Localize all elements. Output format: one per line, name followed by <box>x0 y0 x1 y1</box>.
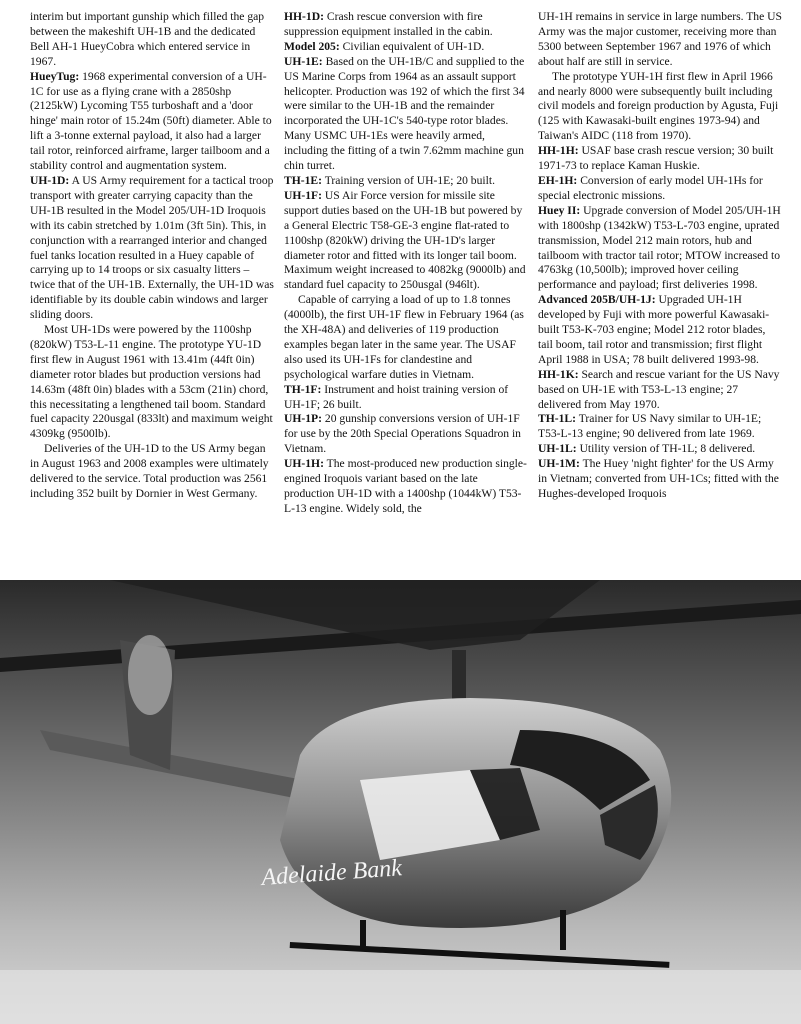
variant-term: TH-1L: <box>538 412 577 426</box>
paragraph-text: Utility version of TH-1L; 8 delivered. <box>579 442 756 456</box>
paragraph <box>284 174 529 189</box>
paragraph-text: Search and rescue variant for the US Navy based on UH-1E with T53-L-13 engine; 27 delivered from May 1970. <box>538 367 780 411</box>
variant-term: UH-1L: <box>538 442 577 456</box>
variant-term: Huey II: <box>538 203 581 217</box>
paragraph <box>538 368 783 413</box>
paragraph-text: A US Army requirement for a tactical troop transport with greater carrying capacity than the UH-1B resulted in the Model 205/UH-1D Iroquois with its cabin stretched by 1.01m (3ft 5in). This, in conjunction with a rearranged interior and changed fuel tanks location resulted in a Huey capable of carrying up to 14 troops or six casualty litters – twice that of the UH-1B. Externally, the UH-1D was identifiable by its double cabin windows and larger sliding doors. <box>30 173 274 322</box>
paragraph-text: Conversion of early model UH-1Hs for special electronic missions. <box>538 173 763 202</box>
tail-boom <box>40 730 330 805</box>
variant-term: Advanced 205B/UH-1J: <box>538 293 656 307</box>
paragraph <box>30 10 275 70</box>
paragraph-text: Most UH-1Ds were powered by the 1100shp (820kW) T53-L-11 engine. The prototype YU-1D first flew in August 1961 with 13.41m (44ft 0in) diameter rotor blades but production versions had 14.63m (48ft 0in) blades with a 53cm (21in) chord, this necessitating a lengthened tail boom. Standard fuel capacity 220usgal (833lt) and maximum weight 4309kg (9500lb). <box>30 323 273 441</box>
paragraph-text: Civilian equivalent of UH-1D. <box>342 39 485 53</box>
variant-term: HH-1H: <box>538 144 579 158</box>
variant-term: Model 205: <box>284 39 340 53</box>
paragraph <box>30 442 275 502</box>
paragraph-text: Capable of carrying a load of up to 1.8 tonnes (4000lb), the first UH-1F flew in February 1964 (as the XH-48A) and deliveries of 119 production examples began later in the same year. The USAF also used its UH-1Fs for clandestine and psychological warfare duties in Vietnam. <box>284 293 524 381</box>
paragraph <box>538 10 783 70</box>
paragraph-text: Upgraded UH-1H developed by Fuji with more powerful Kawasaki-built T53-K-703 engine; Model 212 rotor blades, tail boom, tail rotor and transmission; first flight April 1988 in USA; 78 built delivered 1993-98. <box>538 293 770 366</box>
paragraph <box>538 412 783 442</box>
paragraph-text: Deliveries of the UH-1D to the US Army began in August 1963 and 2008 examples were ultimately delivered to the service. Total production was 2561 including 352 built by Dornier in West Germany. <box>30 442 269 500</box>
paragraph <box>538 174 783 204</box>
paragraph <box>538 293 783 368</box>
text-column-1 <box>30 10 275 502</box>
livery-text: Adelaide Bank <box>260 855 403 891</box>
variant-term: UH-1H: <box>284 457 324 471</box>
paragraph <box>30 174 275 323</box>
tail-rotor <box>128 635 172 715</box>
skid-strut <box>360 920 366 946</box>
paragraph-text: The Huey 'night fighter' for the US Army in Vietnam; converted from UH-1Cs; fitted with the Hughes-developed Iroquois <box>538 457 779 500</box>
paragraph-text: Instrument and hoist training version of UH-1F; 26 built. <box>284 382 509 411</box>
paragraph <box>30 70 275 174</box>
skid-strut <box>560 910 566 950</box>
helicopter-illustration <box>0 580 801 1024</box>
paragraph-text: 1968 experimental conversion of a UH-1C for use as a flying crane with a 2850shp (2125kW) Lycoming T55 turboshaft and a 'door hinge' main rotor of 15.24m (50ft) diameter. Able to lift a 3-tonne external payload, it also had a larger tail rotor, reinforced airframe, larger tailboom and a stability control and augmentation system. <box>30 69 272 173</box>
paragraph <box>538 70 783 145</box>
paragraph <box>284 412 529 457</box>
paragraph <box>538 442 783 457</box>
text-column-2 <box>284 10 529 517</box>
paragraph-text: USAF base crash rescue version; 30 built 1971-73 to replace Kaman Huskie. <box>538 144 774 173</box>
paragraph <box>538 144 783 174</box>
variant-term: EH-1H: <box>538 173 578 187</box>
variant-term: TH-1E: <box>284 173 323 187</box>
paragraph <box>284 189 529 293</box>
paragraph <box>284 55 529 174</box>
paragraph-text: UH-1H remains in service in large numbers. The US Army was the major customer, receiving more than 5300 between September 1967 and 1976 of which about half are still in service. <box>538 10 782 68</box>
paragraph-text: The prototype YUH-1H first flew in April 1966 and nearly 8000 were subsequently built including civil models and foreign production by Agusta, Fuji (125 with Kawasaki-built engines 1973-94) and Taiwan's AIDC (118 from 1970). <box>538 69 779 143</box>
paragraph-text: Trainer for US Navy similar to UH-1E; T53-L-13 engine; 90 delivered from late 1969. <box>538 412 762 441</box>
variant-term: HH-1D: <box>284 10 324 23</box>
variant-term: UH-1D: <box>30 173 70 187</box>
paragraph-text: Based on the UH-1B/C and supplied to the US Marine Corps from 1964 as an assault support helicopter. Production was 192 of which the first 34 were similar to the UH-1B and the remainder incorporated the UH-1C's 540-type rotor blades. Many USMC UH-1Es were heavily armed, including the fitting of a twin 7.62mm machine gun chin turret. <box>284 54 525 173</box>
paragraph-text: 20 gunship conversions version of UH-1F for use by the 20th Special Operations Squadron in Vietnam. <box>284 412 521 456</box>
paragraph-text: interim but important gunship which filled the gap between the makeshift UH-1B and the dedicated Bell AH-1 HueyCobra which entered service in 1967. <box>30 10 265 68</box>
paragraph <box>284 383 529 413</box>
paragraph <box>284 457 529 517</box>
ground <box>0 970 801 1024</box>
paragraph <box>284 40 529 55</box>
landing-skid <box>290 942 670 968</box>
variant-term: HueyTug: <box>30 69 80 83</box>
variant-term: UH-1F: <box>284 188 322 202</box>
paragraph <box>284 293 529 382</box>
paragraph <box>30 323 275 442</box>
paragraph <box>538 204 783 293</box>
variant-term: TH-1F: <box>284 382 322 396</box>
paragraph <box>538 457 783 502</box>
paragraph-text: Crash rescue conversion with fire suppression equipment installed in the cabin. <box>284 10 493 38</box>
variant-term: HH-1K: <box>538 367 579 381</box>
paragraph <box>284 10 529 40</box>
paragraph-text: The most-produced new production single-engined Iroquois variant based on the late production UH-1D with a 1400shp (1044kW) T53-L-13 engine. Widely sold, the <box>284 457 527 515</box>
variant-term: UH-1E: <box>284 54 323 68</box>
paragraph-text: US Air Force version for missile site support duties based on the UH-1B but powered by a General Electric T58-GE-3 engine flat-rated to 1100shp (820kW) driving the UH-1D's larger diameter rotor and fitted with its longer tail boom. Maximum weight increased to 4082kg (9000lb) and standard fuel capacity to 250usgal (946lt). <box>284 188 526 292</box>
helicopter-photo <box>0 580 801 1024</box>
text-column-3 <box>538 10 783 502</box>
paragraph-text: Training version of UH-1E; 20 built. <box>324 173 495 187</box>
variant-term: UH-1P: <box>284 412 322 426</box>
variant-term: UH-1M: <box>538 457 580 471</box>
paragraph-text: Upgrade conversion of Model 205/UH-1H with 1800shp (1342kW) T53-L-703 engine, uprated transmission, Model 212 main rotors, hub and tailboom with tractor tail rotor; MTOW increased to 4763kg (10,500lb); improved hover ceiling performance and payload; first deliveries 1998. <box>538 203 781 292</box>
